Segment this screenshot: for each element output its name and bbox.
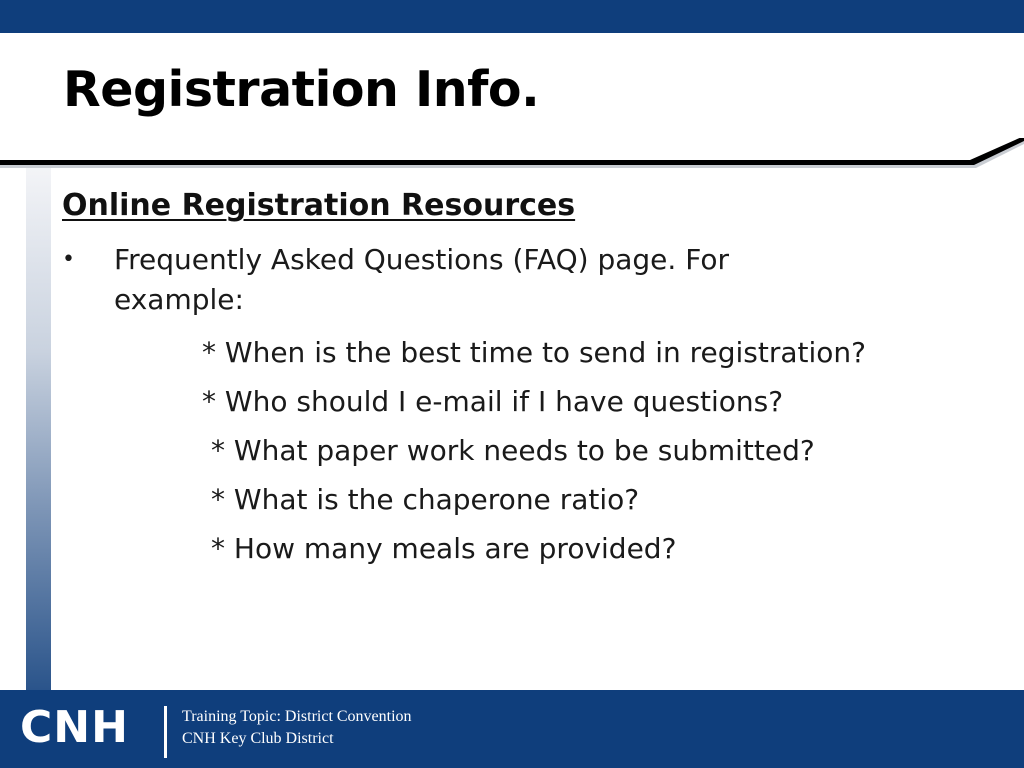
question-item: * How many meals are provided? — [211, 532, 677, 565]
footer-bar — [0, 690, 1024, 768]
top-band — [0, 0, 1024, 33]
footer-topic: Training Topic: District Convention — [182, 708, 412, 725]
slide-title: Registration Info. — [63, 61, 540, 118]
bullet-text: Frequently Asked Questions (FAQ) page. For example: — [114, 243, 729, 316]
footer-district: CNH Key Club District — [182, 730, 334, 747]
section-heading: Online Registration Resources — [62, 188, 576, 223]
question-item: * What paper work needs to be submitted? — [211, 434, 815, 467]
footer-divider — [164, 706, 167, 758]
question-list — [62, 328, 982, 573]
question-item: * Who should I e-mail if I have questions? — [202, 385, 784, 418]
bullet-marker: • — [62, 247, 75, 272]
question-item: * When is the best time to send in registration? — [202, 336, 867, 369]
content-area — [62, 188, 982, 573]
question-item: * What is the chaperone ratio? — [211, 483, 640, 516]
cnh-logo: CNH — [20, 702, 129, 753]
left-gradient-stripe — [26, 168, 51, 693]
bullet-item — [62, 240, 864, 320]
footer-text — [182, 706, 412, 750]
title-underline — [0, 138, 1024, 172]
